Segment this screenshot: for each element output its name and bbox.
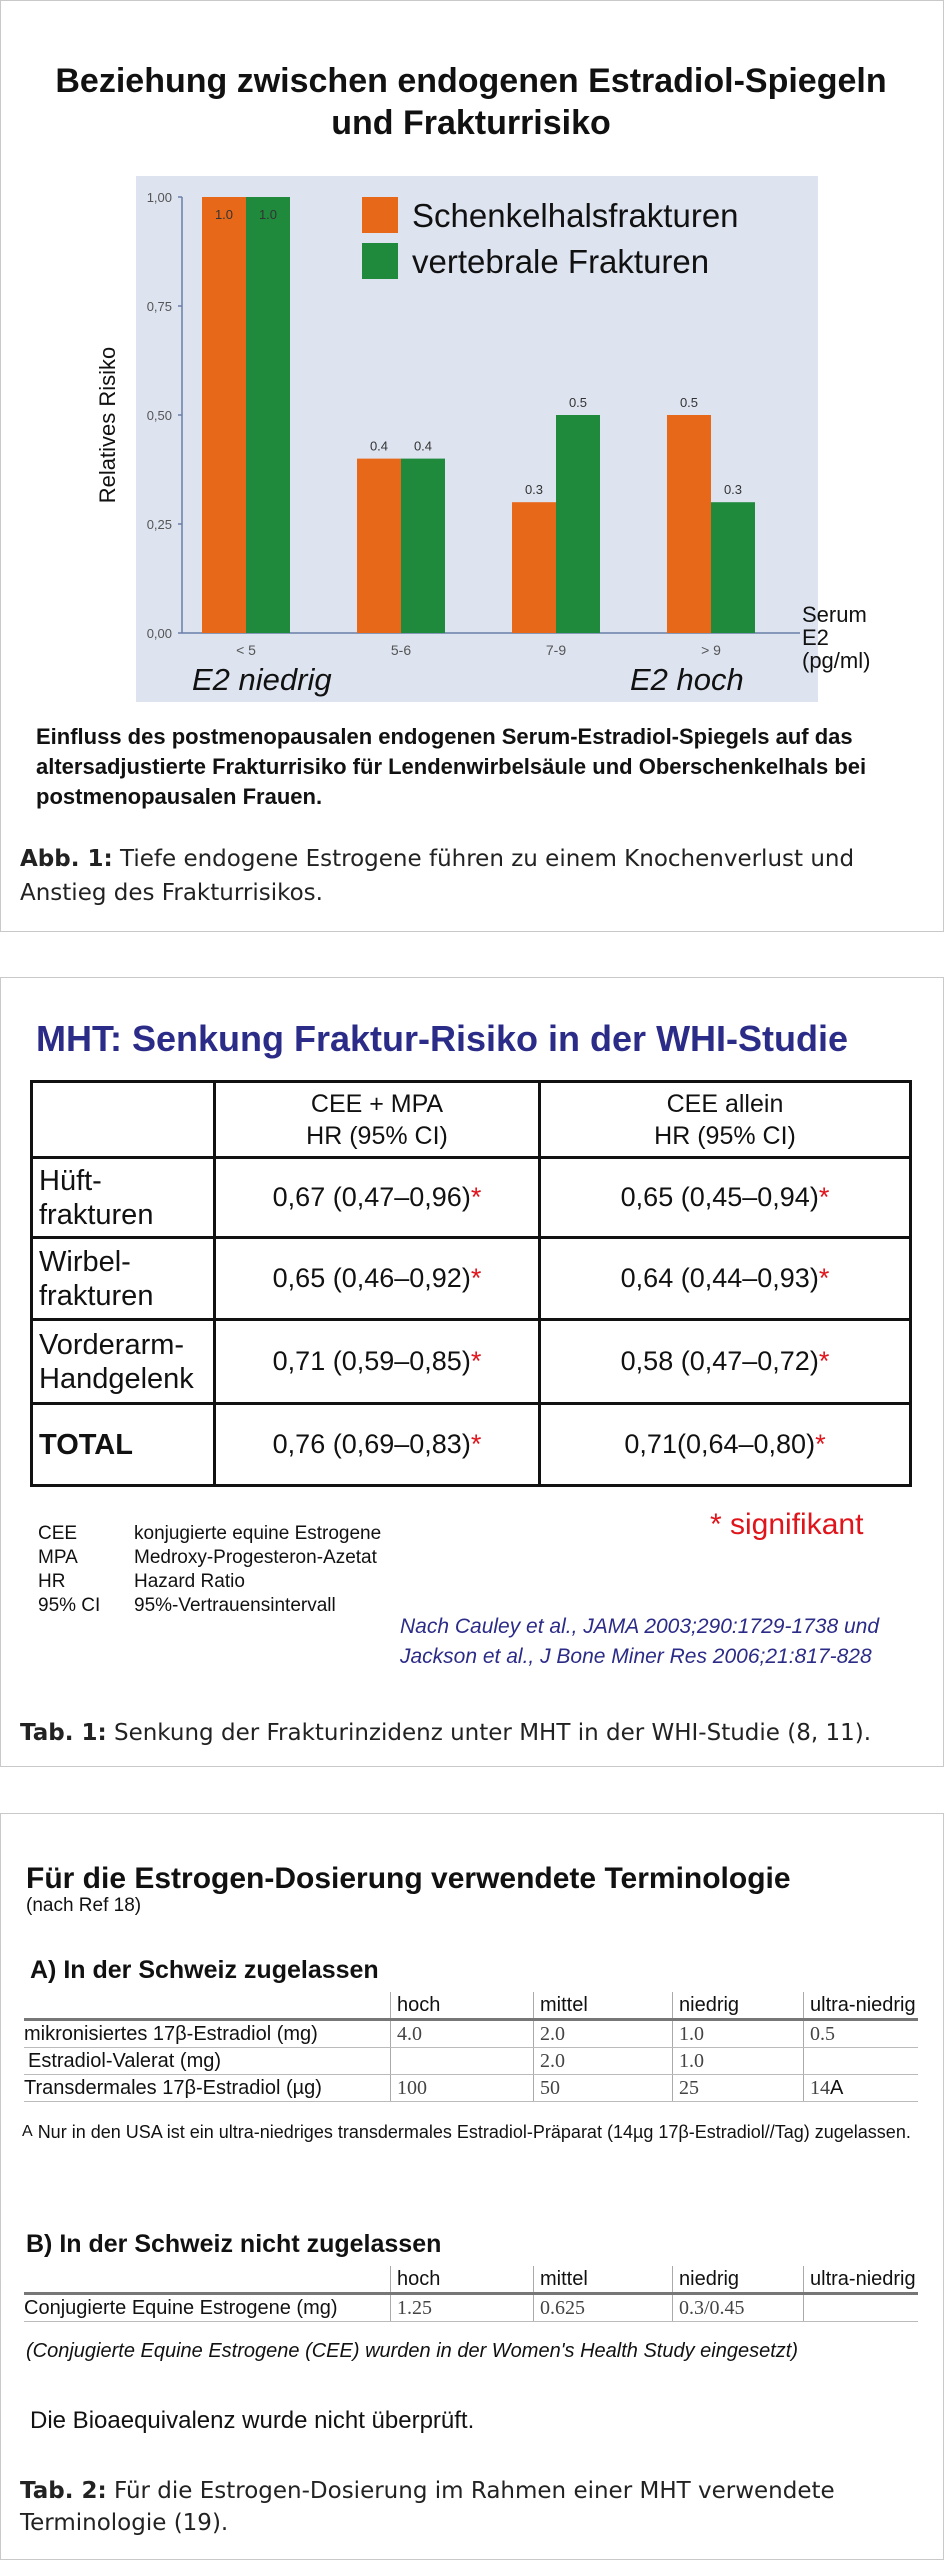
row-label-total: TOTAL	[32, 1404, 215, 1486]
bar-chart	[0, 0, 944, 720]
x-left-label: E2 niedrig	[192, 662, 332, 697]
col-mittel: mittel	[534, 1992, 673, 2020]
table-panel-2	[0, 1813, 944, 2560]
bar-1-0	[246, 197, 290, 633]
cee-note: (Conjugierte Equine Estrogene (CEE) wurden in der Women's Health Study eingesetzt)	[26, 2340, 798, 2362]
bar-0-2	[512, 502, 556, 633]
footnote: A Nur in den USA ist ein ultra-niedriges transdermales Estradiol-Präparat (14µg 17β-Estradiol//Tag) zugelassen.	[22, 2122, 911, 2142]
col-niedrig: niedrig	[673, 1992, 804, 2020]
section-b-heading: B) In der Schweiz nicht zugelassen	[26, 2230, 442, 2258]
bar-data-label: 1.0	[258, 207, 278, 222]
row-label: Transdermales 17β-Estradiol (µg)	[24, 2075, 391, 2102]
figure-caption: Abb. 1: Tiefe endogene Estrogene führen zu einem Knochenverlust und Anstieg des Frakturrisikos.	[20, 846, 855, 906]
bar-data-label: 1.0	[214, 207, 234, 222]
row-label: Conjugierte Equine Estrogene (mg)	[24, 2294, 391, 2322]
table-row	[32, 1238, 911, 1320]
col-ultra-niedrig: ultra-niedrig	[804, 1992, 919, 2020]
legend-swatch-0	[362, 197, 398, 233]
bar-0-0	[202, 197, 246, 633]
value-cell: 0,58 (0,47–0,72)*	[540, 1320, 911, 1404]
section-a-heading: A) In der Schweiz zugelassen	[30, 1956, 379, 1984]
corner-cell	[32, 1082, 215, 1158]
y-tick-label: 1,00	[146, 190, 172, 205]
table-row: mikronisiertes 17β-Estradiol (mg) 4.0 2.0 1.0 0.5	[24, 2020, 918, 2048]
bar-data-label: 0.5	[679, 395, 699, 410]
table-row: Transdermales 17β-Estradiol (µg) 100 50 25 14A	[24, 2075, 918, 2102]
table-row	[32, 1320, 911, 1404]
significance-note: * signifikant	[710, 1508, 864, 1541]
abbreviation-legend: CEE konjugierte equine Estrogene MPA Medroxy-Progesteron-Azetat HR Hazard Ratio 95% CI 95%-Vertrauensintervall	[38, 1523, 382, 1616]
row-label: Estradiol-Valerat (mg)	[24, 2048, 391, 2075]
y-tick-label: 0,00	[146, 626, 172, 641]
value-cell: 0,64 (0,44–0,93)*	[540, 1238, 911, 1320]
x-tick-label: 7-9	[545, 642, 567, 658]
x-right-label: E2 hoch	[630, 662, 744, 697]
table1-caption: Tab. 1: Senkung der Frakturinzidenz unter MHT in der WHI-Studie (8, 11).	[20, 1720, 872, 1746]
value-cell: 0,71(0,64–0,80)*	[540, 1404, 911, 1486]
bar-1-3	[711, 502, 755, 633]
dose-header-row	[24, 1992, 918, 2020]
col-hoch: hoch	[391, 1992, 534, 2020]
legend-swatch-1	[362, 243, 398, 279]
bar-1-2	[556, 415, 600, 633]
y-axis-label: Relatives Risiko	[95, 346, 120, 504]
table-header-row	[32, 1082, 911, 1158]
dose-header-row: hoch mittel niedrig ultra-niedrig	[24, 2266, 918, 2294]
dose-table-title: Für die Estrogen-Dosierung verwendete Terminologie	[26, 1862, 791, 1895]
bar-data-label: 0.3	[524, 482, 544, 498]
legend-label-0: Schenkelhalsfrakturen	[412, 197, 739, 234]
bar-0-3	[667, 415, 711, 633]
x-tick-label: < 5	[236, 642, 256, 658]
bar-data-label: 0.5	[568, 395, 588, 410]
y-tick-label: 0,25	[146, 517, 172, 532]
figure-description: Einfluss des postmenopausalen endogenen Serum-Estradiol-Spiegels auf das altersadjustierte Frakturrisiko für Lendenwirbelsäule und Oberschenkelhals bei postmenopausalen Frauen.	[36, 724, 867, 809]
value-cell: 0,65 (0,45–0,94)*	[540, 1158, 911, 1238]
row-label: Hüft- frakturen	[32, 1158, 215, 1238]
table2-caption: Tab. 2: Für die Estrogen-Dosierung im Rahmen einer MHT verwendete Terminologie (19).	[20, 2478, 835, 2536]
unit-label-line: (pg/ml)	[802, 648, 871, 673]
dose-table-a	[24, 1992, 918, 2102]
whi-table-title: MHT: Senkung Fraktur-Risiko in der WHI-Studie	[36, 1018, 849, 1059]
col-header-cee-mpa: CEE + MPA HR (95% CI)	[215, 1082, 540, 1158]
dose-table-subtitle: (nach Ref 18)	[26, 1895, 142, 1916]
bar-1-1	[401, 459, 445, 633]
row-label: Vorderarm- Handgelenk	[32, 1320, 215, 1404]
y-tick-label: 0,75	[146, 299, 172, 314]
whi-table	[30, 1080, 912, 1487]
row-label: mikronisiertes 17β-Estradiol (mg)	[24, 2020, 391, 2048]
y-tick-label: 0,50	[146, 408, 172, 423]
value-cell: 0,76 (0,69–0,83)*	[215, 1404, 540, 1486]
row-label: Wirbel- frakturen	[32, 1238, 215, 1320]
value-cell: 0,67 (0,47–0,96)*	[215, 1158, 540, 1238]
table-total-row	[32, 1404, 911, 1486]
table-row	[32, 1158, 911, 1238]
chart-title: Beziehung zwischen endogenen Estradiol-Spiegeln und Frakturrisiko	[55, 62, 887, 142]
col-header-cee-allein: CEE allein HR (95% CI)	[540, 1082, 911, 1158]
value-cell: 0,65 (0,46–0,92)*	[215, 1238, 540, 1320]
value-cell: 0,71 (0,59–0,85)*	[215, 1320, 540, 1404]
bioequivalence-note: Die Bioaequivalenz wurde nicht überprüft.	[30, 2407, 475, 2434]
unit-label-line: E2	[802, 625, 829, 650]
unit-label-line: Serum	[802, 602, 867, 627]
references: Nach Cauley et al., JAMA 2003;290:1729-1738 und Jackson et al., J Bone Miner Res 2006;21:817-828	[400, 1615, 880, 1668]
bar-0-1	[357, 459, 401, 633]
bar-data-label: 0.4	[369, 438, 389, 454]
table-row: Estradiol-Valerat (mg) 2.0 1.0	[24, 2048, 918, 2075]
dose-table-b	[24, 2266, 918, 2322]
x-tick-label: > 9	[701, 642, 721, 658]
bar-data-label: 0.3	[723, 482, 743, 498]
table-row: Conjugierte Equine Estrogene (mg) 1.25 0.625 0.3/0.45	[24, 2294, 918, 2322]
bar-data-label: 0.4	[413, 438, 433, 454]
legend-label-1: vertebrale Frakturen	[412, 243, 710, 280]
x-tick-label: 5-6	[390, 642, 412, 658]
